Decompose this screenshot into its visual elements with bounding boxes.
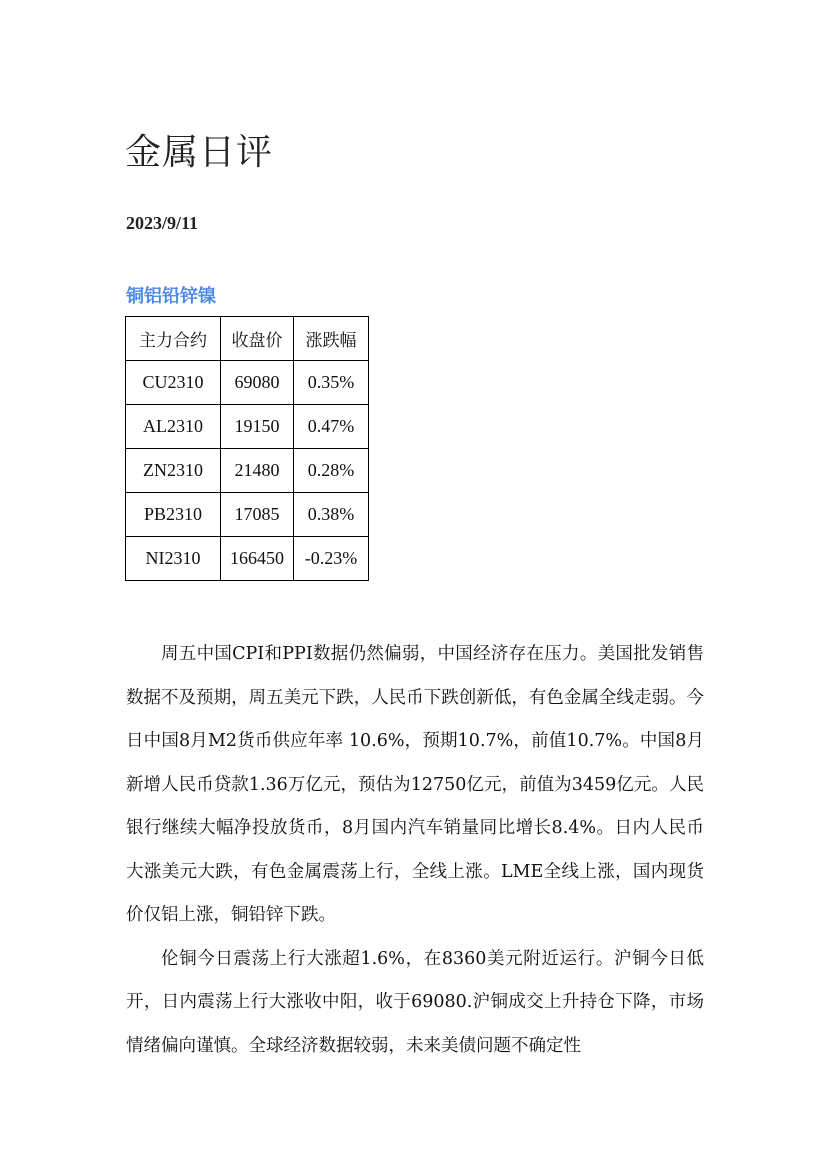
- cell-change: 0.47%: [294, 405, 369, 449]
- cell-change: 0.28%: [294, 449, 369, 493]
- table-row: [126, 449, 369, 493]
- table-header-row: [126, 317, 369, 361]
- cell-close-price: 166450: [221, 537, 294, 581]
- cell-close-price: 21480: [221, 449, 294, 493]
- page-title: 金属日评: [125, 132, 274, 173]
- paragraph: 伦铜今日震荡上行大涨超1.6%，在8360美元附近运行。沪铜今日低开，日内震荡上行大涨收中阳，收于69080.沪铜成交上升持仓下降，市场情绪偏向谨慎。全球经济数据较弱，未来美债问题不确定性: [126, 948, 704, 1056]
- cell-contract: AL2310: [126, 405, 221, 449]
- cell-close-price: 19150: [221, 405, 294, 449]
- table-row: [126, 405, 369, 449]
- cell-change: -0.23%: [294, 537, 369, 581]
- section-title: 铜铝铅锌镍: [126, 286, 216, 307]
- header-change: 涨跌幅: [294, 317, 369, 361]
- header-close-price: 收盘价: [221, 317, 294, 361]
- quotes-table: [125, 316, 369, 581]
- table-row: [126, 537, 369, 581]
- table-row: [126, 361, 369, 405]
- cell-change: 0.35%: [294, 361, 369, 405]
- cell-contract: PB2310: [126, 493, 221, 537]
- cell-contract: CU2310: [126, 361, 221, 405]
- header-contract: 主力合约: [126, 317, 221, 361]
- cell-change: 0.38%: [294, 493, 369, 537]
- table-row: [126, 493, 369, 537]
- cell-close-price: 69080: [221, 361, 294, 405]
- paragraph: 周五中国CPI和PPI数据仍然偏弱，中国经济存在压力。美国批发销售数据不及预期，周五美元下跌，人民币下跌创新低，有色金属全线走弱。今日中国8月M2货币供应年率 10.6%，预期10.7%，前值10.7%。中国8月新增人民币贷款1.36万亿元，预估为12750亿元，前值为3459亿元。人民银行继续大幅净投放货币，8月国内汽车销量同比增长8.4%。日内人民币大涨美元大跌，有色金属震荡上行，全线上涨。LME全线上涨，国内现货价仅铝上涨，铜铅锌下跌。: [126, 644, 704, 925]
- cell-close-price: 17085: [221, 493, 294, 537]
- report-date: 2023/9/11: [126, 213, 199, 233]
- article-body: [126, 633, 704, 1068]
- cell-contract: NI2310: [126, 537, 221, 581]
- cell-contract: ZN2310: [126, 449, 221, 493]
